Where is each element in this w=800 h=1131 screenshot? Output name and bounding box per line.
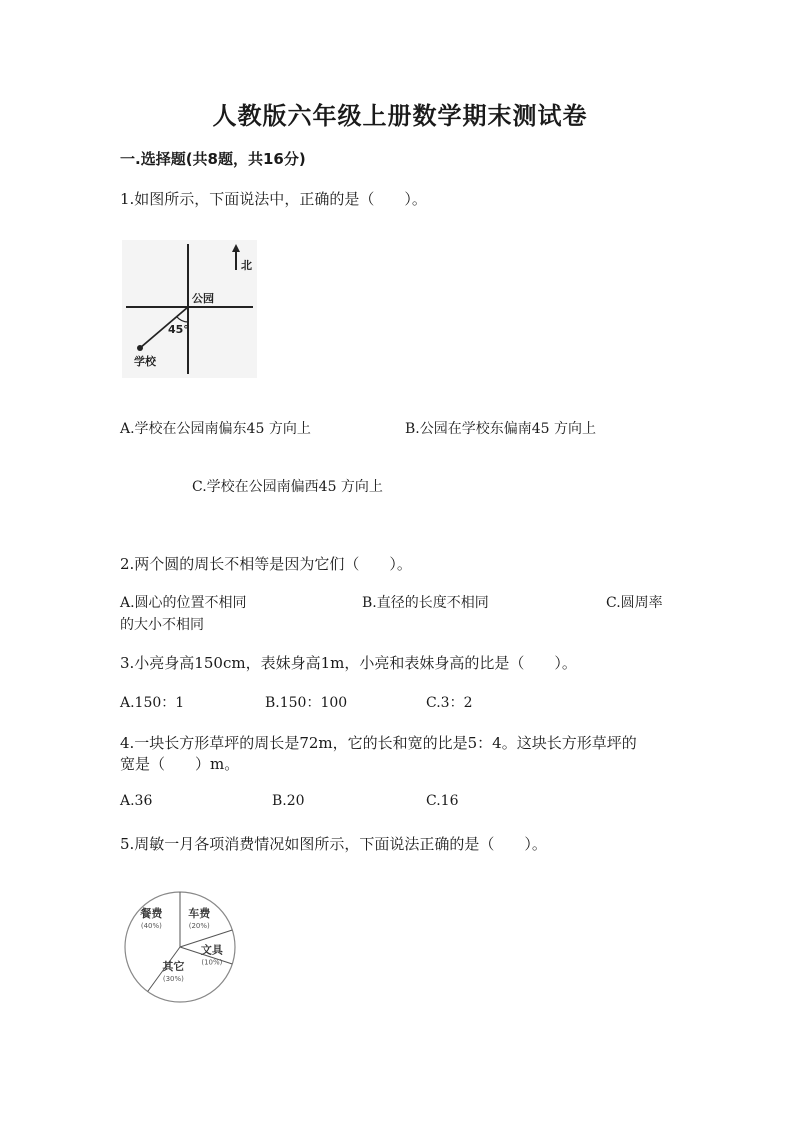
expense-pie-chart [120, 890, 242, 1005]
q3-option-b[interactable]: B.150：100 [265, 695, 348, 711]
q1-option-b[interactable]: B.公园在学校东偏南45 方向上 [405, 421, 597, 437]
compass-direction-figure [122, 240, 257, 378]
pie-slice-label: 餐费 [140, 906, 163, 920]
page-title: 人教版六年级上册数学期末测试卷 [212, 102, 588, 130]
pie-slice-percent: (10%) [201, 958, 223, 967]
q2-option-c[interactable]: C.圆周率 [606, 595, 663, 611]
pie-slice-label: 文具 [200, 943, 223, 957]
park-label: 公园 [192, 292, 214, 305]
pie-slice-label: 其它 [162, 960, 185, 974]
pie-slice-label: 车费 [188, 906, 211, 920]
question-4-stem-line2: 宽是（ ）m。 [120, 755, 240, 773]
q4-option-a[interactable]: A.36 [120, 793, 153, 809]
q1-option-a[interactable]: A.学校在公园南偏东45 方向上 [120, 421, 311, 437]
q2-option-c-continuation: 的大小不相同 [120, 617, 204, 633]
q3-option-c[interactable]: C.3：2 [426, 695, 473, 711]
pie-slice-percent: (20%) [188, 921, 210, 930]
pie-slice-percent: (40%) [140, 921, 162, 930]
school-point [137, 345, 143, 351]
q2-option-b[interactable]: B.直径的长度不相同 [362, 595, 489, 611]
q4-option-c[interactable]: C.16 [426, 793, 459, 809]
question-4-stem-line1: 4.一块长方形草坪的周长是72m，它的长和宽的比是5：4。这块长方形草坪的 [120, 734, 637, 752]
q4-option-b[interactable]: B.20 [272, 793, 305, 809]
angle-label: 45° [168, 323, 189, 336]
question-1-stem: 1.如图所示，下面说法中，正确的是（ ）。 [120, 190, 427, 208]
q2-option-a[interactable]: A.圆心的位置不相同 [120, 595, 247, 611]
question-5-stem: 5.周敏一月各项消费情况如图所示，下面说法正确的是（ ）。 [120, 835, 547, 853]
north-label: 北 [241, 259, 252, 272]
q1-option-c[interactable]: C.学校在公园南偏西45 方向上 [192, 479, 383, 495]
school-label: 学校 [134, 355, 156, 368]
question-3-stem: 3.小亮身高150cm，表妹身高1m，小亮和表妹身高的比是（ ）。 [120, 654, 577, 672]
section-heading: 一.选择题(共8题，共16分) [120, 150, 306, 168]
q3-option-a[interactable]: A.150：1 [120, 695, 185, 711]
pie-slice-percent: (30%) [162, 975, 184, 984]
question-2-stem: 2.两个圆的周长不相等是因为它们（ ）。 [120, 555, 412, 573]
